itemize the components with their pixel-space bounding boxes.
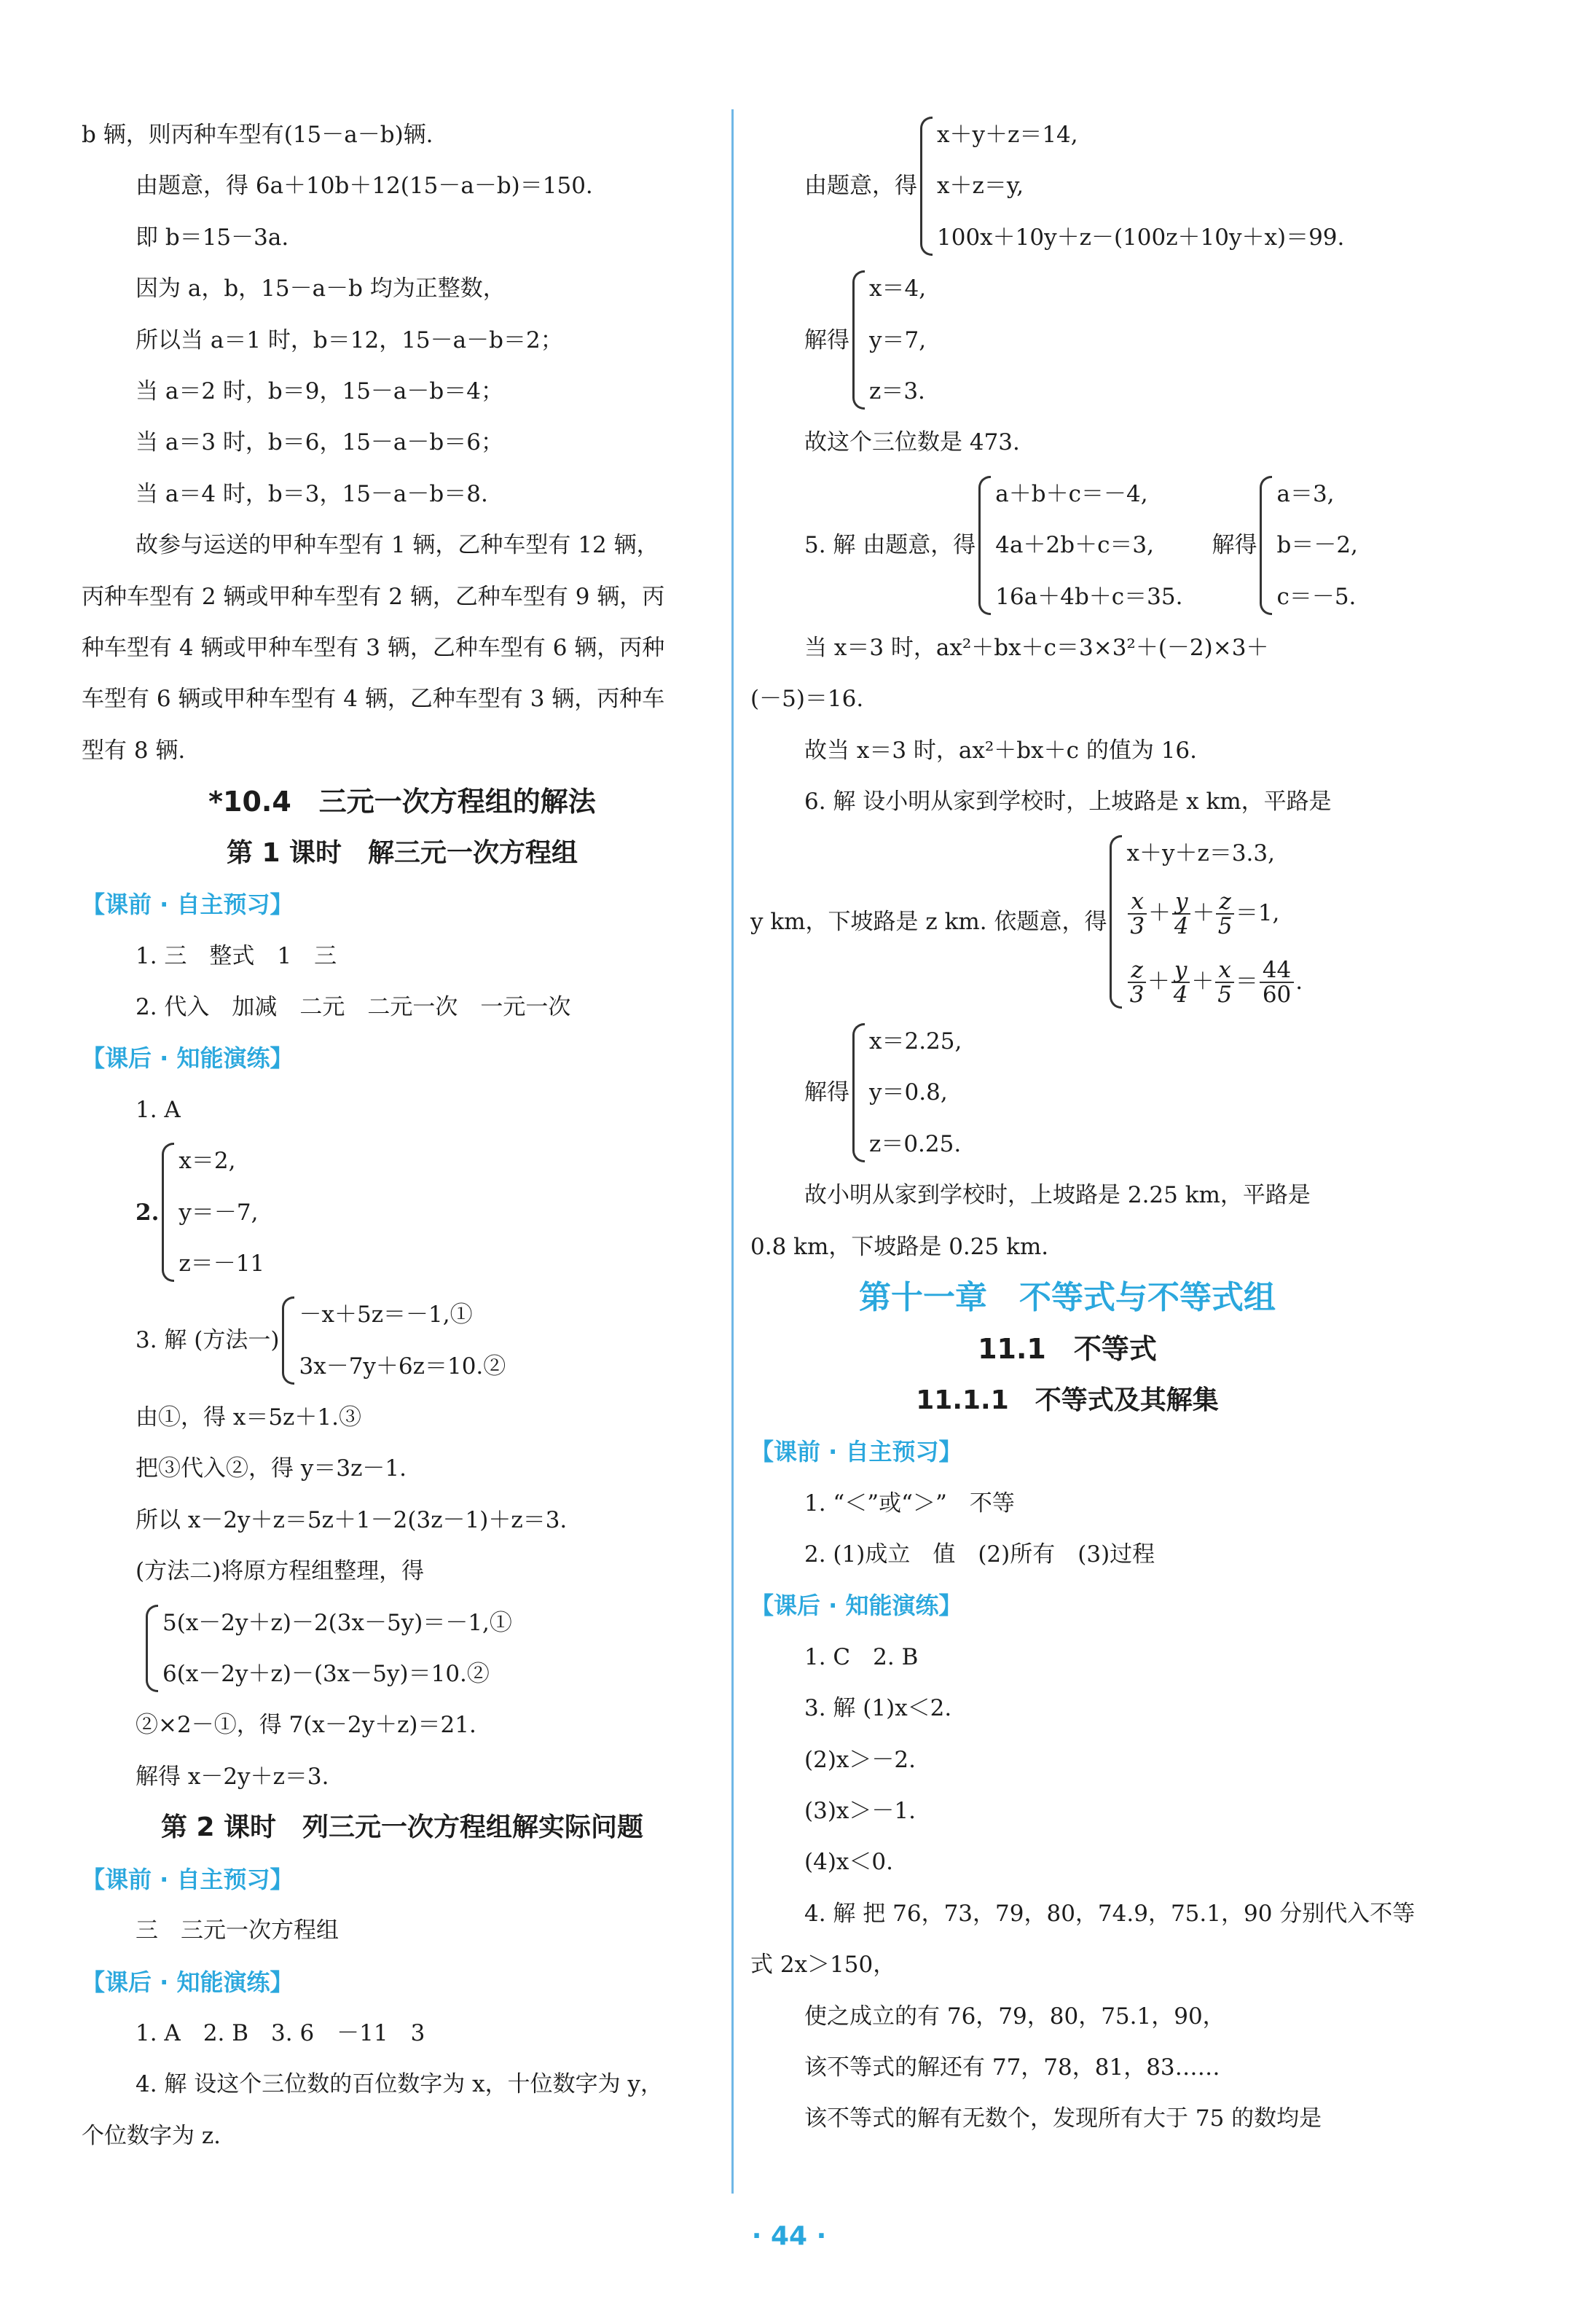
chapter-title: 第十一章 不等式与不等式组 — [859, 1278, 1276, 1316]
equation-row: x＝4, — [869, 275, 927, 302]
fraction-denominator: 5 — [1217, 982, 1232, 1009]
item-label: 2. — [136, 1199, 160, 1226]
fraction-numerator: x — [1215, 958, 1233, 983]
text-line: (－5)＝16. — [750, 686, 864, 713]
text-line: 该不等式的解有无数个，发现所有大于 75 的数均是 — [804, 2105, 1322, 2132]
equation-row: a＋b＋c＝－4, — [995, 480, 1148, 507]
text-line: 该不等式的解还有 77，78，81，83…… — [804, 2054, 1220, 2081]
equation-row: z＝－11 — [178, 1250, 265, 1277]
text-line: 当 x＝3 时，ax²＋bx＋c＝3×3²＋(－2)×3＋ — [804, 634, 1269, 661]
answer-line: 1. A — [136, 1096, 181, 1123]
item-label: 由题意，得 — [804, 173, 917, 200]
brace-icon — [1260, 476, 1272, 615]
fraction-denominator: 4 — [1173, 982, 1188, 1009]
fraction — [1172, 890, 1191, 938]
fraction-denominator: 4 — [1174, 913, 1189, 940]
text-line: 由题意，得 6a＋10b＋12(15－a－b)＝150. — [136, 173, 593, 200]
answer-line: 1. C 2. B — [804, 1643, 919, 1670]
fraction — [1215, 957, 1233, 1009]
equation-row: －x＋5z＝－1,① — [299, 1302, 473, 1329]
equation-row: $\frac{z}{3}$ ＋ $\frac{y}{4}$ ＋ $\frac{x}{5}$ ＝ $\frac{44}{60}$ . — [1126, 947, 1303, 1016]
equation-row: 3x－7y＋6z＝10.② — [299, 1353, 506, 1380]
answer-line: 1. A 2. B 3. 6 －11 3 — [136, 2019, 425, 2046]
section-tag: 【课后 · 知能演练】 — [82, 1044, 294, 1073]
equation-row: y＝－7, — [178, 1199, 259, 1226]
section-heading: *10.4 三元一次方程组的解法 — [208, 786, 596, 818]
text-line: 式 2x＞150， — [750, 1952, 896, 1979]
equation-system — [82, 1135, 723, 1289]
text-line: 0.8 km，下坡路是 0.25 km. — [750, 1233, 1049, 1260]
lesson-heading: 第 2 课时 列三元一次方程组解实际问题 — [160, 1812, 644, 1843]
fraction — [1260, 957, 1294, 1009]
fraction — [1128, 957, 1145, 1009]
fraction-denominator: 60 — [1262, 982, 1292, 1009]
column-divider — [731, 109, 734, 2194]
text-line: 6. 解 设小明从家到学校时，上坡路是 x km，平路是 — [804, 789, 1332, 815]
equation-system — [750, 263, 1384, 417]
fraction-denominator: 3 — [1130, 913, 1145, 940]
text-line: ②×2－①，得 7(x－2y＋z)＝21. — [136, 1712, 476, 1739]
equation-row: z＝0.25. — [869, 1130, 962, 1157]
text-line: 把③代入②，得 y＝3z－1. — [136, 1455, 407, 1482]
equation-row: z＝3. — [869, 377, 925, 404]
answer-line: 2. 代入 加减 二元 二元一次 一元一次 — [136, 993, 571, 1020]
item-label: 5. 解 由题意，得 — [804, 532, 976, 559]
text-line: 所以当 a＝1 时，b＝12，15－a－b＝2； — [136, 326, 563, 353]
equation-row: x＝2.25, — [869, 1028, 962, 1055]
answer-line: 1. “＜”或“＞” 不等 — [804, 1490, 1015, 1517]
text-line: 当 a＝2 时，b＝9，15－a－b＝4； — [136, 378, 503, 405]
equation-system — [1182, 469, 1357, 622]
fraction — [1128, 890, 1146, 938]
fraction-numerator: z — [1128, 958, 1145, 983]
text-line: 故小明从家到学校时，上坡路是 2.25 km，平路是 — [804, 1182, 1311, 1209]
equation-system — [804, 469, 1182, 622]
equation-row: b＝－2, — [1276, 532, 1358, 559]
section-tag: 【课前 · 自主预习】 — [82, 1865, 294, 1893]
text-line: 所以 x－2y＋z＝5z＋1－2(3z－1)＋z＝3. — [136, 1506, 568, 1533]
answer-line: 三 三元一次方程组 — [136, 1917, 339, 1944]
equation-row: $\frac{x}{3}$ ＋ $\frac{y}{4}$ ＋ $\frac{z}{5}$ ＝1, — [1126, 879, 1303, 947]
section-tag: 【课前 · 自主预习】 — [750, 1438, 962, 1466]
answer-line: (2)x＞－2. — [804, 1746, 916, 1773]
text-line: 即 b＝15－3a. — [136, 224, 289, 251]
text-line: 因为 a，b，15－a－b 均为正整数， — [136, 275, 506, 302]
answer-line: 1. 三 整式 1 三 — [136, 942, 337, 969]
equation-row: 5(x－2y＋z)－2(3x－5y)＝－1,① — [162, 1609, 512, 1636]
equation-row: a＝3, — [1276, 480, 1335, 507]
item-label: 3. 解 (方法一) — [136, 1327, 280, 1354]
brace-icon — [146, 1605, 158, 1693]
item-label: 解得 — [804, 1079, 849, 1106]
text-line: 当 a＝3 时，b＝6，15－a－b＝6； — [136, 429, 503, 456]
item-label: y km，下坡路是 z km. 依题意，得 — [750, 908, 1107, 935]
text-line: 当 a＝4 时，b＝3，15－a－b＝8. — [136, 480, 488, 507]
answer-line: (4)x＜0. — [804, 1849, 893, 1876]
fraction-denominator: 3 — [1129, 982, 1145, 1009]
equation-row: x＋y＋z＝3.3, — [1126, 840, 1275, 866]
answer-line: (3)x＞－1. — [804, 1797, 916, 1824]
fraction-denominator: 5 — [1217, 913, 1233, 940]
text-line: 故这个三位数是 473. — [804, 429, 1020, 456]
text-line: 故参与运送的甲种车型有 1 辆，乙种车型有 12 辆， — [136, 532, 659, 559]
text-line: 4. 解 设这个三位数的百位数字为 x，十位数字为 y， — [136, 2071, 663, 2098]
equation-row: 4a＋2b＋c＝3, — [995, 532, 1155, 559]
fraction-numerator: y — [1172, 890, 1191, 915]
equation-row: y＝7, — [869, 326, 927, 353]
equation-system — [750, 1016, 1384, 1170]
text-line: b 辆，则丙种车型有(15－a－b)辆. — [82, 122, 433, 148]
text-line: 故当 x＝3 时，ax²＋bx＋c 的值为 16. — [804, 737, 1198, 764]
brace-icon — [978, 476, 991, 615]
section-heading: 11.1 不等式 — [978, 1333, 1157, 1366]
equation-pair — [750, 469, 1384, 622]
equation-row: 6(x－2y＋z)－(3x－5y)＝10.② — [162, 1661, 490, 1688]
brace-icon — [920, 117, 933, 256]
right-column — [750, 109, 1416, 2145]
text-line: 型有 8 辆. — [82, 737, 186, 764]
text-line: 个位数字为 z. — [82, 2122, 221, 2149]
text-line: (方法二)将原方程组整理，得 — [136, 1558, 425, 1585]
text-line: 使之成立的有 76，79，80，75.1，90， — [804, 2003, 1225, 2030]
fraction-numerator: 44 — [1260, 958, 1294, 983]
brace-icon — [852, 1023, 865, 1162]
section-tag: 【课后 · 知能演练】 — [82, 1968, 294, 1996]
item-label: 解得 — [1212, 532, 1257, 559]
equation-row: c＝－5. — [1276, 583, 1357, 610]
fraction-numerator: x — [1128, 890, 1146, 915]
text-line: 车型有 6 辆或甲种车型有 4 辆，乙种车型有 3 辆，丙种车 — [82, 686, 665, 713]
text-line: 解得 x－2y＋z＝3. — [136, 1763, 329, 1790]
equation-row: 100x＋10y＋z－(100z＋10y＋x)＝99. — [937, 224, 1345, 251]
answer-line: 2. (1)成立 值 (2)所有 (3)过程 — [804, 1541, 1155, 1568]
equation-system — [750, 828, 1384, 1016]
section-tag: 【课前 · 自主预习】 — [82, 891, 294, 919]
equation-row: 16a＋4b＋c＝35. — [995, 583, 1183, 610]
fraction-numerator: z — [1216, 890, 1233, 915]
section-tag: 【课后 · 知能演练】 — [750, 1592, 962, 1620]
equation-system — [750, 109, 1384, 263]
page-number: · 44 · — [751, 2221, 827, 2251]
fraction-numerator: y — [1171, 958, 1190, 983]
equation-row: x＝2, — [178, 1148, 236, 1175]
text-line: 4. 解 把 76，73，79，80，74.9，75.1，90 分别代入不等 — [804, 1900, 1416, 1927]
equation-row: x＋z＝y, — [937, 173, 1024, 200]
brace-icon — [852, 270, 865, 410]
fraction — [1216, 890, 1233, 938]
equation-system — [82, 1597, 723, 1700]
equation-row: x＋y＋z＝14, — [937, 122, 1078, 148]
answer-line: 3. 解 (1)x＜2. — [804, 1695, 952, 1722]
text-line: 种车型有 4 辆或甲种车型有 3 辆，乙种车型有 6 辆，丙种 — [82, 635, 665, 662]
brace-icon — [282, 1296, 294, 1385]
item-label: 解得 — [804, 326, 849, 353]
text-line: 丙种车型有 2 辆或甲种车型有 2 辆，乙种车型有 9 辆，丙 — [82, 583, 665, 610]
fraction — [1171, 957, 1190, 1009]
brace-icon — [162, 1143, 174, 1282]
left-column — [82, 109, 723, 2161]
equation-row: y＝0.8, — [869, 1079, 948, 1106]
text-line: 由①，得 x＝5z＋1.③ — [136, 1404, 361, 1431]
brace-icon — [1110, 835, 1122, 1009]
equation-system — [82, 1289, 723, 1392]
equation-tail: ＝1, — [1235, 899, 1280, 926]
lesson-heading: 第 1 课时 解三元一次方程组 — [226, 837, 578, 868]
subsection-heading: 11.1.1 不等式及其解集 — [916, 1385, 1219, 1415]
